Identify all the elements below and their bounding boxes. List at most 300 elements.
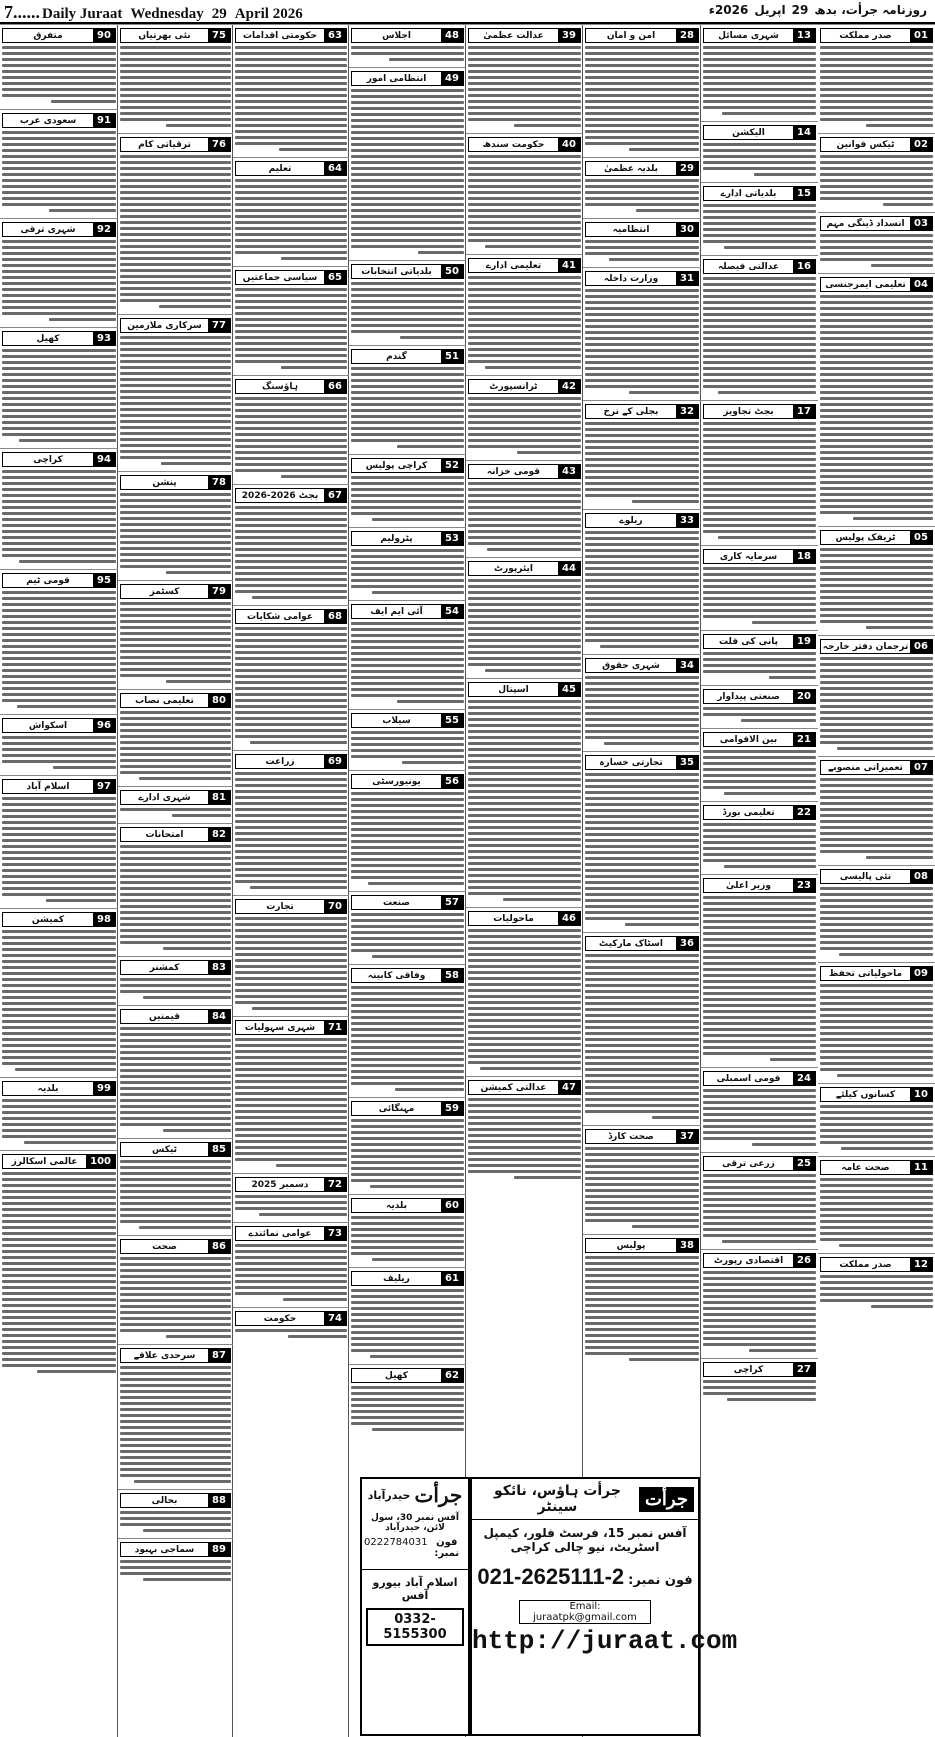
classified-number: 19 — [793, 635, 815, 648]
text-line — [351, 937, 464, 940]
text-line — [468, 712, 581, 715]
classified-title: تجارت — [266, 901, 294, 912]
classified-number: 04 — [910, 278, 932, 291]
classified-title: صنعتی پیداوار — [717, 691, 780, 702]
text-line — [235, 548, 347, 551]
classified-tag — [2, 912, 116, 927]
text-line — [2, 1298, 116, 1301]
text-line — [235, 657, 347, 660]
text-line — [120, 638, 231, 641]
text-line — [120, 106, 231, 109]
text-line — [351, 1313, 464, 1316]
text-line — [166, 1335, 231, 1338]
text-line — [235, 58, 347, 61]
text-line — [2, 627, 116, 630]
text-line — [120, 354, 231, 357]
text-line — [235, 572, 347, 575]
text-line — [837, 747, 933, 750]
classified-item — [701, 630, 818, 685]
text-line — [2, 1244, 116, 1247]
text-line — [703, 301, 816, 304]
text-line — [235, 70, 347, 73]
classified-body — [235, 46, 347, 151]
text-line — [820, 620, 933, 623]
text-line — [2, 984, 116, 987]
text-line — [820, 427, 933, 430]
text-line — [120, 565, 231, 568]
classified-item — [466, 678, 583, 907]
text-line — [2, 288, 116, 291]
text-line — [351, 119, 464, 122]
text-line — [820, 88, 933, 91]
text-line — [632, 1225, 699, 1228]
text-line — [351, 215, 464, 218]
classified-item — [118, 471, 233, 580]
text-line — [163, 1129, 231, 1132]
text-line — [468, 167, 581, 170]
classified-tag — [820, 1087, 933, 1102]
text-line — [235, 1098, 347, 1101]
classified-number: 30 — [676, 223, 698, 236]
text-line — [351, 89, 464, 92]
text-line — [820, 319, 933, 322]
text-line — [468, 421, 581, 424]
text-line — [235, 427, 347, 430]
classified-tag — [703, 634, 816, 649]
text-line — [820, 1020, 933, 1023]
classified-body — [351, 46, 464, 61]
text-line — [120, 269, 231, 272]
classified-item — [583, 751, 701, 932]
text-line — [703, 446, 816, 449]
text-line — [820, 70, 933, 73]
text-line — [2, 839, 116, 842]
classified-title: تعلیمی ایمرجنسی — [825, 279, 906, 290]
text-line — [2, 663, 116, 666]
text-line — [351, 834, 464, 837]
classified-number: 84 — [208, 1010, 230, 1023]
text-line — [820, 361, 933, 364]
text-line — [703, 349, 816, 352]
text-line — [585, 676, 699, 679]
text-line — [351, 330, 464, 333]
classified-body — [703, 422, 816, 539]
text-line — [351, 810, 464, 813]
classified-number: 08 — [910, 870, 932, 883]
text-line — [120, 58, 231, 61]
text-line — [2, 58, 116, 61]
text-line — [120, 1523, 231, 1526]
classified-body — [120, 155, 231, 308]
text-line — [250, 886, 347, 889]
text-line — [841, 1147, 933, 1150]
text-line — [235, 983, 347, 986]
classified-tag — [351, 895, 464, 910]
text-line — [120, 197, 231, 200]
text-line — [820, 112, 933, 115]
text-line — [235, 221, 347, 224]
city: حیدرآباد — [367, 1488, 411, 1502]
text-line — [351, 1004, 464, 1007]
text-line — [120, 747, 231, 750]
text-line — [351, 1143, 464, 1146]
text-line — [2, 500, 116, 503]
text-line — [820, 596, 933, 599]
text-line — [585, 730, 699, 733]
text-line — [2, 470, 116, 473]
text-line — [120, 100, 231, 103]
day: 29 — [211, 6, 227, 22]
classified-body — [703, 567, 816, 624]
text-line — [235, 94, 347, 97]
text-line — [703, 283, 816, 286]
classified-number: 01 — [910, 29, 932, 42]
text-line — [585, 543, 699, 546]
text-line — [235, 1146, 347, 1149]
classified-number: 38 — [676, 1239, 698, 1252]
classified-item — [349, 345, 466, 454]
classified-tag — [351, 968, 464, 983]
text-line — [820, 735, 933, 738]
classified-item — [701, 1249, 818, 1358]
text-line — [120, 1450, 231, 1453]
text-line — [820, 572, 933, 575]
text-line — [351, 816, 464, 819]
text-line — [585, 833, 699, 836]
text-line — [820, 778, 933, 781]
text-line — [120, 493, 231, 496]
text-line — [703, 615, 816, 618]
text-line — [820, 947, 933, 950]
classified-body — [820, 46, 933, 127]
classified-body — [351, 1216, 464, 1261]
text-line — [120, 1172, 231, 1175]
text-line — [2, 1050, 116, 1053]
text-line — [120, 1378, 231, 1381]
text-line — [585, 785, 699, 788]
text-line — [2, 978, 116, 981]
classified-number: 18 — [793, 550, 815, 563]
text-line — [585, 899, 699, 902]
classified-item — [0, 775, 118, 908]
text-line — [871, 1305, 933, 1308]
text-line — [120, 723, 231, 726]
text-line — [235, 627, 347, 630]
text-line — [468, 1134, 581, 1137]
text-line — [120, 408, 231, 411]
text-line — [585, 911, 699, 914]
text-line — [468, 633, 581, 636]
text-line — [703, 277, 816, 280]
text-line — [120, 1196, 231, 1199]
text-line — [468, 796, 581, 799]
text-line — [120, 161, 231, 164]
text-line — [351, 433, 464, 436]
text-line — [120, 1438, 231, 1441]
text-line — [351, 858, 464, 861]
classified-title: بلدیہ عظمیٰ — [603, 163, 659, 174]
text-line — [585, 1110, 699, 1113]
classified-body — [351, 1289, 464, 1358]
text-line — [703, 82, 816, 85]
text-line — [468, 1164, 581, 1167]
text-line — [235, 971, 347, 974]
text-line — [703, 1380, 816, 1383]
classified-title: عالمی اسکالرز — [11, 1156, 78, 1167]
classified-title: تعمیراتی منصوبے — [828, 762, 903, 773]
text-line — [2, 972, 116, 975]
text-line — [351, 131, 464, 134]
text-line — [703, 829, 816, 832]
classified-body — [585, 46, 699, 151]
classified-number: 85 — [208, 1143, 230, 1156]
text-line — [468, 1019, 581, 1022]
classified-body — [585, 676, 699, 745]
classified-body — [120, 978, 231, 999]
text-line — [468, 88, 581, 91]
text-line — [468, 342, 581, 345]
classified-number: 11 — [910, 1161, 932, 1174]
text-line — [585, 917, 699, 920]
classified-item — [118, 580, 233, 689]
text-line — [351, 1161, 464, 1164]
text-line — [120, 1511, 231, 1514]
text-line — [2, 857, 116, 860]
classified-number: 51 — [441, 350, 463, 363]
text-line — [143, 1529, 231, 1532]
text-line — [820, 1008, 933, 1011]
text-line — [235, 1329, 347, 1332]
text-line — [351, 852, 464, 855]
text-line — [120, 227, 231, 230]
text-line — [120, 1517, 231, 1520]
text-line — [351, 1246, 464, 1249]
text-line — [139, 1226, 231, 1229]
classified-title: بجٹ 2026-2026 — [241, 490, 319, 501]
column-8 — [0, 24, 118, 1737]
text-line — [468, 1049, 581, 1052]
text-line — [24, 1141, 116, 1144]
classified-item — [349, 709, 466, 770]
text-line — [351, 1337, 464, 1340]
text-line — [2, 415, 116, 418]
classified-body — [2, 240, 116, 321]
text-line — [120, 893, 231, 896]
text-line — [2, 1172, 116, 1175]
text-line — [820, 1226, 933, 1229]
text-line — [235, 64, 347, 67]
text-line — [2, 1038, 116, 1041]
text-line — [820, 1238, 933, 1241]
text-line — [703, 1040, 816, 1043]
text-line — [718, 391, 816, 394]
text-line — [468, 348, 581, 351]
weekday: Wednesday — [130, 6, 204, 22]
text-line — [820, 481, 933, 484]
classified-number: 65 — [324, 271, 346, 284]
classified-number: 86 — [208, 1240, 230, 1253]
text-line — [351, 1155, 464, 1158]
text-line — [468, 850, 581, 853]
classified-body — [120, 808, 231, 817]
text-line — [703, 167, 816, 170]
text-line — [2, 294, 116, 297]
text-line — [468, 700, 581, 703]
text-line — [120, 293, 231, 296]
classified-body — [2, 930, 116, 1071]
classified-tag — [820, 1160, 933, 1175]
text-line — [703, 319, 816, 322]
classified-number: 81 — [208, 791, 230, 804]
text-line — [120, 64, 231, 67]
text-line — [120, 1311, 231, 1314]
text-line — [820, 1002, 933, 1005]
text-line — [166, 571, 231, 574]
text-line — [2, 252, 116, 255]
classified-number: 83 — [208, 961, 230, 974]
text-line — [703, 707, 816, 710]
text-line — [389, 58, 464, 61]
text-line — [468, 76, 581, 79]
text-line — [351, 658, 464, 661]
classified-item — [818, 865, 935, 962]
classified-tag — [820, 966, 933, 981]
text-line — [585, 567, 699, 570]
text-line — [2, 246, 116, 249]
text-line — [143, 996, 231, 999]
text-line — [235, 142, 347, 145]
classified-title: سرحدی علاقے — [133, 1350, 196, 1361]
text-line — [2, 693, 116, 696]
classified-title: کسانوں کیلئے — [835, 1089, 896, 1100]
classified-title: آئی ایم ایف — [370, 606, 423, 617]
text-line — [2, 1002, 116, 1005]
text-line — [585, 112, 699, 115]
text-line — [585, 978, 699, 981]
text-line — [820, 463, 933, 466]
text-line — [820, 614, 933, 617]
text-line — [703, 1028, 816, 1031]
text-line — [585, 1026, 699, 1029]
text-line — [820, 451, 933, 454]
classified-title: صحت عامہ — [841, 1162, 890, 1173]
classified-title: عوامی شکایات — [247, 611, 313, 622]
text-line — [820, 608, 933, 611]
text-line — [703, 1016, 816, 1019]
text-line — [468, 70, 581, 73]
text-line — [120, 1063, 231, 1066]
text-line — [585, 621, 699, 624]
text-line — [120, 378, 231, 381]
classified-number: 98 — [93, 913, 115, 926]
text-line — [468, 94, 581, 97]
text-line — [703, 100, 816, 103]
text-line — [120, 251, 231, 254]
text-line — [585, 373, 699, 376]
text-line — [120, 450, 231, 453]
text-line — [468, 724, 581, 727]
text-line — [585, 136, 699, 139]
text-line — [235, 1104, 347, 1107]
text-line — [281, 366, 347, 369]
text-line — [2, 1014, 116, 1017]
text-line — [235, 1256, 347, 1259]
text-line — [2, 833, 116, 836]
text-line — [703, 143, 816, 146]
classified-number: 33 — [676, 514, 698, 527]
text-line — [2, 270, 116, 273]
text-line — [585, 422, 699, 425]
text-line — [468, 161, 581, 164]
text-line — [351, 561, 464, 564]
classified-item — [118, 314, 233, 471]
text-line — [820, 990, 933, 993]
text-line — [120, 1572, 231, 1575]
classified-tag — [585, 755, 699, 770]
text-line — [585, 1189, 699, 1192]
text-line — [585, 488, 699, 491]
classified-tag — [585, 658, 699, 673]
text-line — [235, 209, 347, 212]
text-line — [120, 1111, 231, 1114]
text-line — [2, 542, 116, 545]
classified-item — [701, 400, 818, 545]
text-line — [468, 929, 581, 932]
text-line — [585, 52, 699, 55]
text-line — [235, 838, 347, 841]
classified-title: ریلوے — [619, 515, 643, 526]
classified-number: 88 — [208, 1494, 230, 1507]
text-line — [120, 717, 231, 720]
classified-number: 12 — [910, 1258, 932, 1271]
text-line — [2, 699, 116, 702]
text-line — [235, 669, 347, 672]
text-line — [585, 446, 699, 449]
text-line — [2, 651, 116, 654]
text-line — [468, 748, 581, 751]
classified-title: عوامی نمائندے — [248, 1228, 312, 1239]
text-line — [703, 440, 816, 443]
text-line — [820, 663, 933, 666]
classified-item — [701, 24, 818, 121]
text-line — [49, 209, 116, 212]
text-line — [120, 348, 231, 351]
classified-tag — [235, 754, 347, 769]
text-line — [585, 561, 699, 564]
text-line — [585, 240, 699, 243]
text-line — [585, 1171, 699, 1174]
text-line — [585, 130, 699, 133]
text-line — [120, 438, 231, 441]
text-line — [703, 1343, 816, 1346]
text-line — [120, 1402, 231, 1405]
classified-title: ٹریفک پولیس — [835, 532, 896, 543]
text-line — [2, 1322, 116, 1325]
text-line — [468, 536, 581, 539]
text-line — [120, 1420, 231, 1423]
text-line — [235, 868, 347, 871]
text-line — [120, 1081, 231, 1084]
text-line — [2, 403, 116, 406]
text-line — [120, 875, 231, 878]
text-line — [585, 1086, 699, 1089]
classified-tag — [351, 604, 464, 619]
text-line — [120, 173, 231, 176]
text-line — [372, 591, 464, 594]
text-line — [820, 808, 933, 811]
text-line — [820, 717, 933, 720]
text-line — [2, 990, 116, 993]
